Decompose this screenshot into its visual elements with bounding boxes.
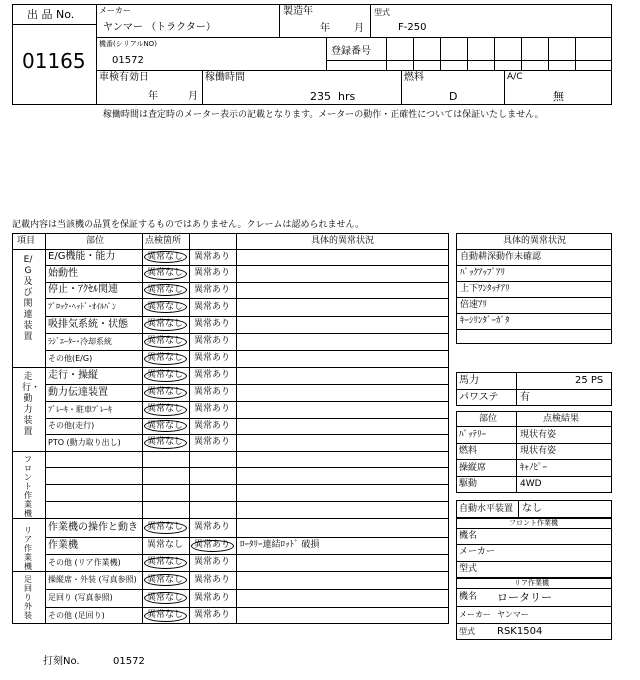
- issue-option[interactable]: 異常あり: [194, 353, 231, 363]
- fuel-value: D: [449, 90, 458, 103]
- no-issue-option[interactable]: 異常なし: [147, 319, 184, 329]
- issue-option[interactable]: 異常あり: [194, 284, 231, 295]
- selection-circle: [144, 437, 187, 449]
- battery-result: 現状有姿: [520, 430, 557, 440]
- hours-label: 稼働時間: [205, 72, 245, 83]
- selection-circle: [144, 387, 187, 399]
- issue-option[interactable]: 異常あり: [194, 557, 231, 567]
- rear-name-value: ロータリー: [497, 591, 552, 604]
- selection-circle: [144, 336, 187, 348]
- row-part-label: 作業機の操作と動き: [48, 521, 138, 533]
- row-part-label: 作業機: [48, 539, 78, 551]
- selection-circle: [144, 557, 187, 569]
- row-part-label: ﾌﾞﾛｯｸ･ﾍｯﾄﾞ･ｵｲﾙﾊﾟﾝ: [48, 302, 116, 311]
- rear-maker-label: メーカー: [459, 610, 491, 619]
- selection-circle: [144, 574, 187, 586]
- front-implement-header: フロント作業機: [509, 519, 558, 527]
- row-part-label: 動力伝達装置: [48, 386, 108, 398]
- issue-option[interactable]: 異常あり: [194, 522, 231, 532]
- row-part-label: ﾗｼﾞｴｰﾀｰ･冷却系統: [48, 336, 112, 346]
- inspection-label: 車検有効日: [99, 72, 149, 83]
- auto-level-label: 自動水平装置: [459, 504, 514, 514]
- cab-label: 操縦席: [459, 463, 487, 473]
- selection-circle: [144, 610, 187, 622]
- no-issue-option[interactable]: 異常なし: [147, 592, 184, 603]
- row-part-label: PTO (動力取り出し): [48, 437, 121, 447]
- issue-option[interactable]: 異常あり: [194, 592, 231, 603]
- selection-circle: [144, 268, 187, 280]
- row-part-label: 停止・ｱｸｾﾙ関連: [48, 284, 118, 295]
- no-issue-option[interactable]: 異常なし: [147, 437, 184, 447]
- no-issue-option[interactable]: 異常なし: [147, 540, 184, 550]
- horsepower-label: 馬力: [459, 375, 479, 386]
- lot-number-label: 出 品 No.: [27, 8, 75, 21]
- issue-option[interactable]: 異常あり: [194, 437, 231, 447]
- issue-option[interactable]: 異常あり: [194, 404, 231, 414]
- check-result-header: 点検結果: [543, 414, 580, 424]
- month-unit: 月: [354, 23, 364, 34]
- year-unit: 年: [320, 23, 330, 34]
- rear-implement-header: リア作業機: [514, 579, 549, 587]
- issue-option[interactable]: 異常あり: [194, 336, 231, 346]
- front-maker-label: メーカー: [459, 547, 495, 557]
- row-part-label: ﾌﾞﾚｰｷ・駐車ﾌﾞﾚｰｷ: [48, 404, 112, 414]
- rear-name-label: 機名: [459, 592, 478, 602]
- section-engine: E/G及び関連装置: [23, 255, 33, 342]
- col-item-header: 項目: [17, 236, 36, 246]
- no-issue-option[interactable]: 異常なし: [147, 557, 184, 567]
- registration-label: 登録番号: [331, 46, 371, 57]
- issue-option[interactable]: 異常あり: [194, 610, 231, 620]
- selection-circle: [144, 370, 187, 382]
- stamp-label: 打刻No.: [43, 656, 80, 667]
- no-issue-option[interactable]: 異常なし: [147, 284, 184, 295]
- rear-model-value: RSK1504: [497, 626, 543, 637]
- rear-maker-value: ヤンマー: [497, 610, 529, 619]
- row-part-label: E/G機能・能力: [48, 251, 116, 262]
- maker-value: ヤンマー （トラクター）: [103, 22, 216, 33]
- col-detail-header: 具体的異常状況: [311, 236, 375, 246]
- horsepower-value: 25 PS: [575, 375, 604, 386]
- selection-circle: [144, 522, 187, 534]
- row-part-label: その他(E/G): [48, 353, 93, 363]
- section-exterior: 足回り外装: [24, 575, 32, 620]
- ac-value: 無: [553, 90, 564, 103]
- ac-label: A/C: [507, 72, 523, 82]
- stamp-value: 01572: [113, 656, 145, 667]
- power-steering-value: 有: [520, 392, 530, 403]
- battery-label: ﾊﾞｯﾃﾘｰ: [459, 430, 487, 440]
- issue-option[interactable]: 異常あり: [194, 301, 231, 312]
- row-part-label: 足回り (写真参照): [48, 593, 113, 602]
- row-part-label: その他(走行): [48, 421, 95, 430]
- section-rear: リア作業機: [24, 526, 32, 571]
- no-issue-option[interactable]: 異常なし: [147, 251, 184, 262]
- model-label: 型式: [374, 8, 390, 17]
- check-part-header: 部位: [479, 414, 498, 424]
- power-steering-label: パワステ: [459, 392, 499, 403]
- auto-level-value: なし: [522, 503, 542, 514]
- no-issue-option[interactable]: 異常なし: [147, 268, 184, 278]
- row-part-label: 始動性: [48, 267, 78, 279]
- model-value: F-250: [398, 22, 427, 33]
- no-issue-option[interactable]: 異常なし: [147, 370, 184, 380]
- no-issue-option[interactable]: 異常なし: [147, 522, 184, 532]
- inspection-month-unit: 月: [188, 91, 198, 102]
- front-name-label: 機名: [459, 531, 478, 541]
- selection-circle: [144, 284, 187, 296]
- selection-circle: [191, 540, 234, 552]
- detail-line-3: 上下ﾜﾝﾀｯﾁｱﾘ: [460, 284, 510, 294]
- hours-unit: hrs: [338, 90, 356, 103]
- row-detail-text: ﾛｰﾀﾘｰ連結ﾛｯﾄﾞ 破損: [240, 540, 320, 550]
- drive-label: 駆動: [459, 479, 478, 489]
- maker-label: メーカー: [99, 6, 131, 15]
- no-issue-option[interactable]: 異常なし: [147, 404, 184, 414]
- row-part-label: 走行・操縦: [48, 369, 98, 381]
- detail-line-4: 倍速ｱﾘ: [460, 300, 488, 310]
- issue-option[interactable]: 異常あり: [194, 268, 231, 278]
- issue-option[interactable]: 異常あり: [194, 574, 231, 585]
- section-drive: 走行・動力装置: [22, 372, 41, 437]
- detail-line-1: 自動耕深動作未確認: [460, 252, 542, 262]
- no-issue-option[interactable]: 異常なし: [147, 353, 184, 363]
- detail-header: 具体的異常状況: [503, 236, 567, 246]
- serial-value: 01572: [112, 55, 144, 66]
- row-part-label: 吸排気系統・状態: [48, 318, 128, 330]
- no-issue-option[interactable]: 異常なし: [147, 420, 184, 431]
- selection-circle: [144, 353, 187, 365]
- selection-circle: [144, 251, 187, 263]
- serial-label: 機番(シリアルNO): [99, 40, 157, 48]
- year-label: 製造年: [283, 6, 313, 17]
- no-issue-option[interactable]: 異常なし: [147, 301, 184, 312]
- inspection-year-unit: 年: [148, 91, 158, 102]
- no-issue-option[interactable]: 異常なし: [147, 610, 184, 620]
- issue-option[interactable]: 異常あり: [194, 251, 231, 262]
- detail-line-2: ﾊﾞｯｸｱｯﾌﾟｱﾘ: [460, 268, 506, 278]
- detail-line-5: ｷｰｼﾘﾝﾀﾞｰｶﾞﾀ: [460, 316, 510, 326]
- fuel-check-result: 現状有姿: [520, 446, 557, 456]
- cab-result: ｷｬﾉﾋﾟｰ: [520, 463, 548, 473]
- selection-circle: [144, 420, 187, 432]
- issue-option[interactable]: 異常あり: [194, 319, 231, 329]
- fuel-label: 燃料: [404, 72, 424, 83]
- issue-option[interactable]: 異常あり: [194, 370, 231, 380]
- row-part-label: 操縦席・外装 (写真参照): [48, 575, 137, 584]
- no-issue-option[interactable]: 異常なし: [147, 387, 184, 397]
- no-issue-option[interactable]: 異常なし: [147, 574, 184, 585]
- section-front: フロント作業機: [24, 455, 32, 518]
- row-part-label: その他 (リア作業機): [48, 557, 121, 567]
- row-part-label: その他 (足回り): [48, 610, 105, 620]
- selection-circle: [144, 592, 187, 604]
- fuel-check-label: 燃料: [459, 446, 478, 456]
- issue-option[interactable]: 異常あり: [194, 420, 231, 431]
- selection-circle: [144, 301, 187, 313]
- issue-option[interactable]: 異常あり: [194, 540, 231, 550]
- col-part-header: 部位: [86, 236, 105, 246]
- selection-circle: [144, 404, 187, 416]
- issue-option[interactable]: 異常あり: [194, 387, 231, 397]
- drive-result: 4WD: [520, 479, 542, 489]
- rear-model-label: 型式: [459, 627, 475, 636]
- lot-number: 01165: [22, 49, 86, 73]
- disclaimer: 記載内容は当該機の品質を保証するものではありません。クレームは認められません。: [12, 220, 365, 230]
- front-model-label: 型式: [459, 564, 478, 574]
- no-issue-option[interactable]: 異常なし: [147, 336, 184, 346]
- selection-circle: [144, 319, 187, 331]
- col-check-header: 点検箇所: [145, 236, 182, 246]
- hours-note: 稼働時間は査定時のメーター表示の記載となります。メーターの動作・正確性については保証いたしません。: [103, 110, 544, 120]
- hours-value: 235: [310, 90, 331, 103]
